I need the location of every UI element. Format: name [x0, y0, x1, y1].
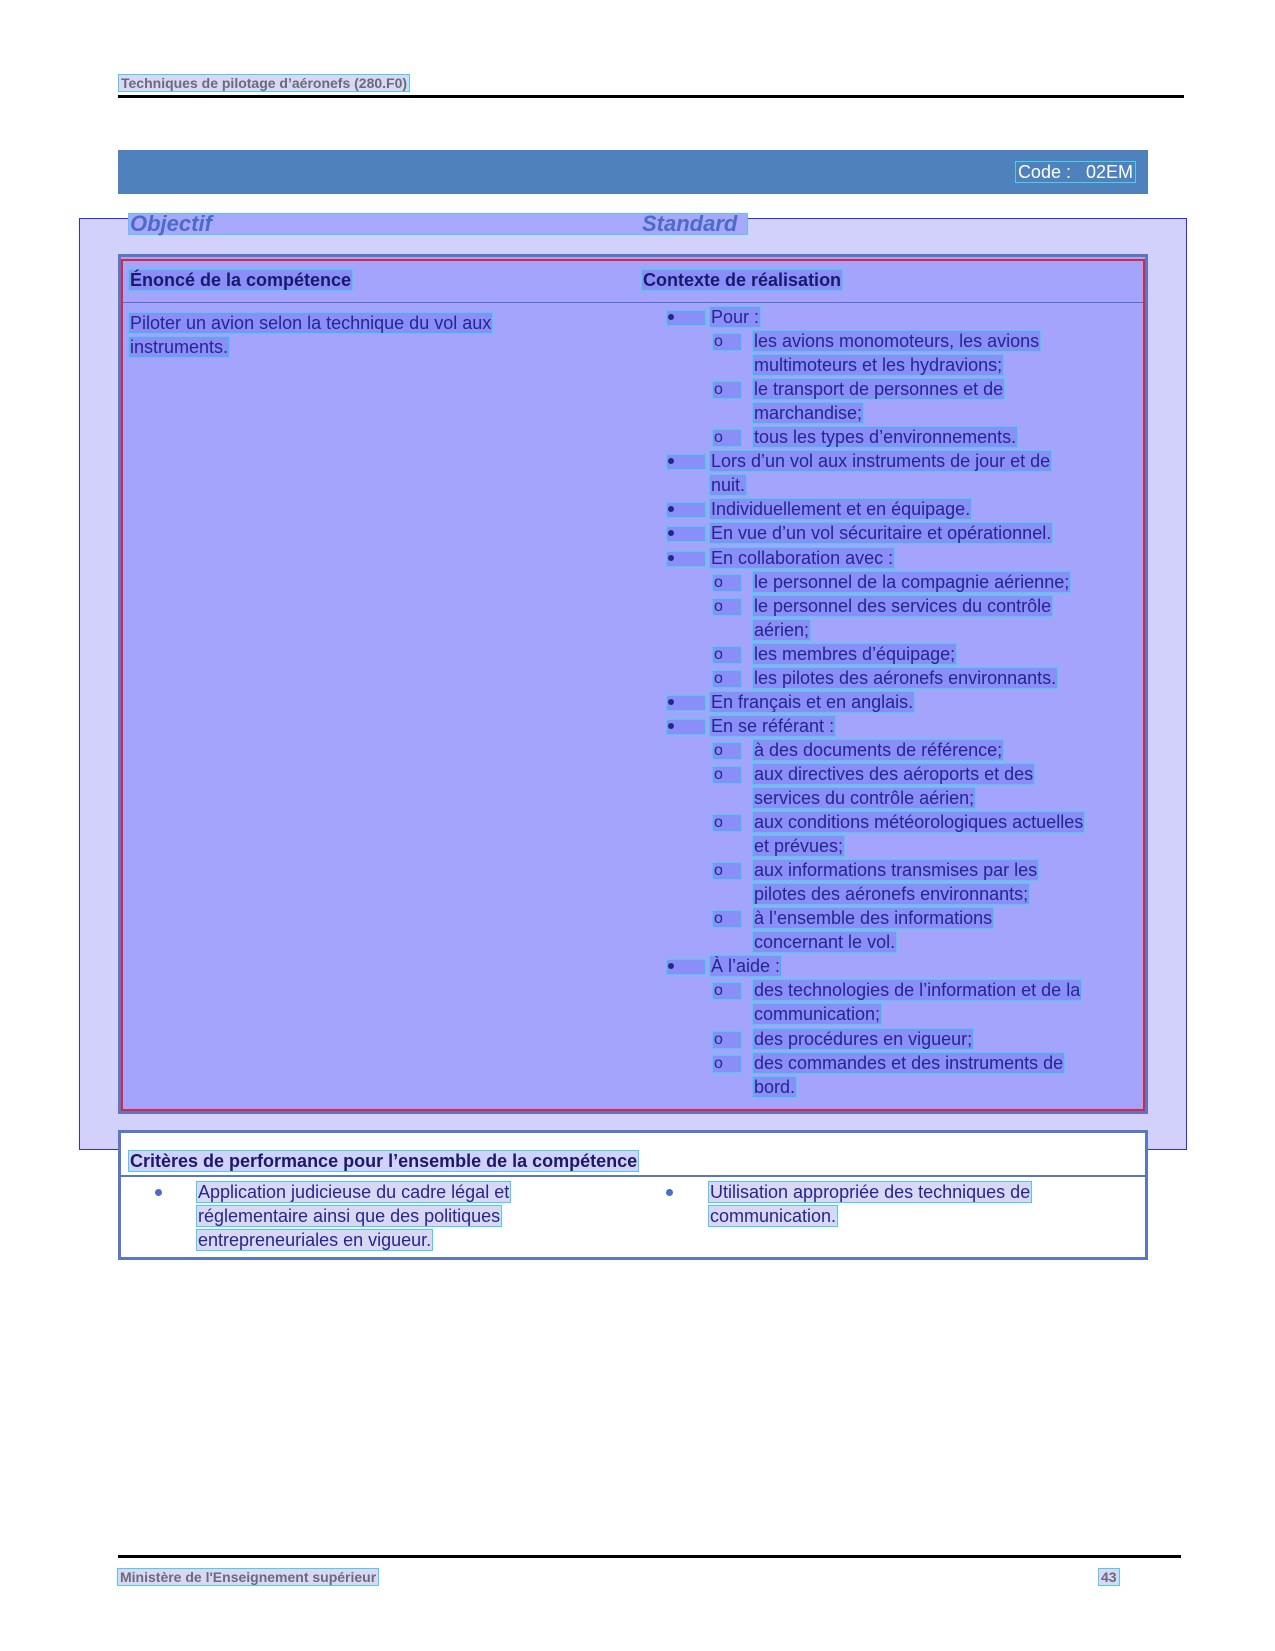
contexte-line	[709, 522, 1053, 544]
contexte-line	[752, 883, 1030, 905]
contexte-line-text: bord.	[754, 1077, 796, 1097]
heading-standard: Standard	[642, 211, 738, 236]
running-header-title: Techniques de pilotage d’aéronefs (280.F0)	[118, 74, 410, 92]
sub-bullet-icon: o	[712, 1055, 742, 1073]
contexte-line-text: à des documents de référence;	[754, 740, 1003, 760]
sub-bullet-icon: o	[712, 814, 742, 832]
footer-ministry: Ministère de l'Enseignement supérieur	[117, 1568, 379, 1586]
contexte-line	[752, 859, 1039, 881]
contexte-line-text: aérien;	[754, 620, 810, 640]
sub-bullet-icon: o	[712, 862, 742, 880]
contexte-line-text: multimoteurs et les hydravions;	[754, 355, 1003, 375]
bullet-dot-icon	[666, 1189, 673, 1196]
contexte-line-text: des technologies de l’information et de la	[754, 980, 1081, 1000]
contexte-line-text: Individuellement et en équipage.	[711, 499, 971, 519]
contexte-line	[752, 330, 1041, 352]
contexte-line	[752, 907, 994, 929]
contexte-line-text: En vue d’un vol sécuritaire et opérationnel.	[711, 523, 1052, 543]
contexte-line-text: En se référant :	[711, 716, 835, 736]
contexte-line	[752, 835, 845, 857]
enonce-line: Piloter un avion selon la technique du vol aux	[130, 313, 492, 333]
contexte-line-text: le personnel de la compagnie aérienne;	[754, 572, 1070, 592]
competency-code: Code : 02EM	[1015, 161, 1136, 183]
contexte-line	[752, 1028, 974, 1050]
contexte-line	[709, 306, 761, 328]
criteria-right-line: communication.	[710, 1206, 837, 1226]
contexte-line-text: les avions monomoteurs, les avions	[754, 331, 1040, 351]
contexte-line	[752, 1052, 1065, 1074]
sub-bullet-icon: o	[712, 982, 742, 1000]
contexte-line	[709, 498, 972, 520]
sub-bullet-icon: o	[712, 598, 742, 616]
contexte-line-text: En français et en anglais.	[711, 692, 914, 712]
contexte-line-text: marchandise;	[754, 403, 863, 423]
contexte-line	[752, 1003, 882, 1025]
criteria-left-item	[196, 1180, 511, 1252]
contexte-header: Contexte de réalisation	[643, 270, 842, 290]
criteria-divider	[121, 1175, 1145, 1177]
criteria-title: Critères de performance pour l’ensemble de la compétence	[130, 1151, 638, 1171]
contexte-line	[752, 619, 811, 641]
competency-banner	[118, 150, 1148, 194]
contexte-line-text: Lors d’un vol aux instruments de jour et de	[711, 451, 1051, 471]
contexte-line-text: des procédures en vigueur;	[754, 1029, 973, 1049]
enonce-text	[128, 311, 718, 359]
contexte-line	[709, 474, 747, 496]
footer-page-number: 43	[1098, 1568, 1120, 1586]
contexte-line	[752, 1076, 797, 1098]
contexte-line-text: concernant le vol.	[754, 932, 896, 952]
contexte-line	[752, 739, 1004, 761]
sub-bullet-icon: o	[712, 1031, 742, 1049]
criteria-left-line: entrepreneuriales en vigueur.	[198, 1230, 432, 1250]
contexte-line-text: nuit.	[711, 475, 746, 495]
sub-bullet-icon: o	[712, 429, 742, 447]
sub-bullet-icon: o	[712, 670, 742, 688]
contexte-line	[752, 979, 1082, 1001]
table-header-divider	[123, 302, 1143, 303]
bullet-dot-icon	[666, 454, 706, 470]
contexte-line	[752, 763, 1035, 785]
bullet-dot-icon	[666, 502, 706, 518]
enonce-header: Énoncé de la compétence	[130, 270, 352, 290]
heading-objectif: Objectif	[130, 211, 212, 236]
contexte-line-text: aux directives des aéroports et des	[754, 764, 1034, 784]
contexte-line	[752, 571, 1071, 593]
contexte-line	[752, 931, 897, 953]
sub-bullet-icon: o	[712, 766, 742, 784]
contexte-line	[752, 787, 976, 809]
bullet-dot-icon	[666, 551, 706, 567]
contexte-line-text: En collaboration avec :	[711, 548, 894, 568]
contexte-line	[752, 643, 957, 665]
contexte-line-text: aux informations transmises par les	[754, 860, 1038, 880]
sub-bullet-icon: o	[712, 574, 742, 592]
bullet-dot-icon	[666, 526, 706, 542]
contexte-line-text: tous les types d’environnements.	[754, 427, 1017, 447]
sub-bullet-icon: o	[712, 742, 742, 760]
criteria-left-line: Application judicieuse du cadre légal et	[198, 1182, 510, 1202]
contexte-line	[709, 450, 1052, 472]
sub-bullet-icon: o	[712, 333, 742, 351]
contexte-line-text: À l’aide :	[711, 956, 781, 976]
criteria-left-line: réglementaire ainsi que des politiques	[198, 1206, 501, 1226]
contexte-line	[709, 691, 915, 713]
sub-bullet-icon: o	[712, 646, 742, 664]
bullet-dot-icon	[155, 1189, 162, 1196]
bullet-dot-icon	[666, 959, 706, 975]
contexte-line-text: le transport de personnes et de	[754, 379, 1004, 399]
contexte-line	[752, 402, 864, 424]
sub-bullet-icon: o	[712, 381, 742, 399]
contexte-line-text: les membres d’équipage;	[754, 644, 956, 664]
contexte-line	[752, 811, 1085, 833]
enonce-line: instruments.	[130, 337, 229, 357]
contexte-line-text: pilotes des aéronefs environnants;	[754, 884, 1029, 904]
header-rule	[118, 95, 1184, 98]
bullet-dot-icon	[666, 695, 706, 711]
criteria-right-item	[708, 1180, 1032, 1228]
contexte-line-text: le personnel des services du contrôle	[754, 596, 1052, 616]
contexte-line	[752, 378, 1005, 400]
contexte-line	[752, 426, 1018, 448]
contexte-line	[752, 354, 1004, 376]
contexte-line	[709, 547, 895, 569]
contexte-line	[709, 955, 782, 977]
contexte-line-text: à l’ensemble des informations	[754, 908, 993, 928]
contexte-line	[752, 667, 1058, 689]
criteria-right-line: Utilisation appropriée des techniques de	[710, 1182, 1031, 1202]
contexte-line-text: des commandes et des instruments de	[754, 1053, 1064, 1073]
bullet-dot-icon	[666, 310, 706, 326]
contexte-line	[752, 595, 1053, 617]
contexte-line-text: services du contrôle aérien;	[754, 788, 975, 808]
contexte-line-text: communication;	[754, 1004, 881, 1024]
contexte-line-text: et prévues;	[754, 836, 844, 856]
sub-bullet-icon: o	[712, 910, 742, 928]
contexte-line-text: Pour :	[711, 307, 760, 327]
footer-rule	[118, 1555, 1181, 1558]
contexte-line-text: aux conditions météorologiques actuelles	[754, 812, 1084, 832]
bullet-dot-icon	[666, 719, 706, 735]
contexte-line-text: les pilotes des aéronefs environnants.	[754, 668, 1057, 688]
contexte-line	[709, 715, 836, 737]
